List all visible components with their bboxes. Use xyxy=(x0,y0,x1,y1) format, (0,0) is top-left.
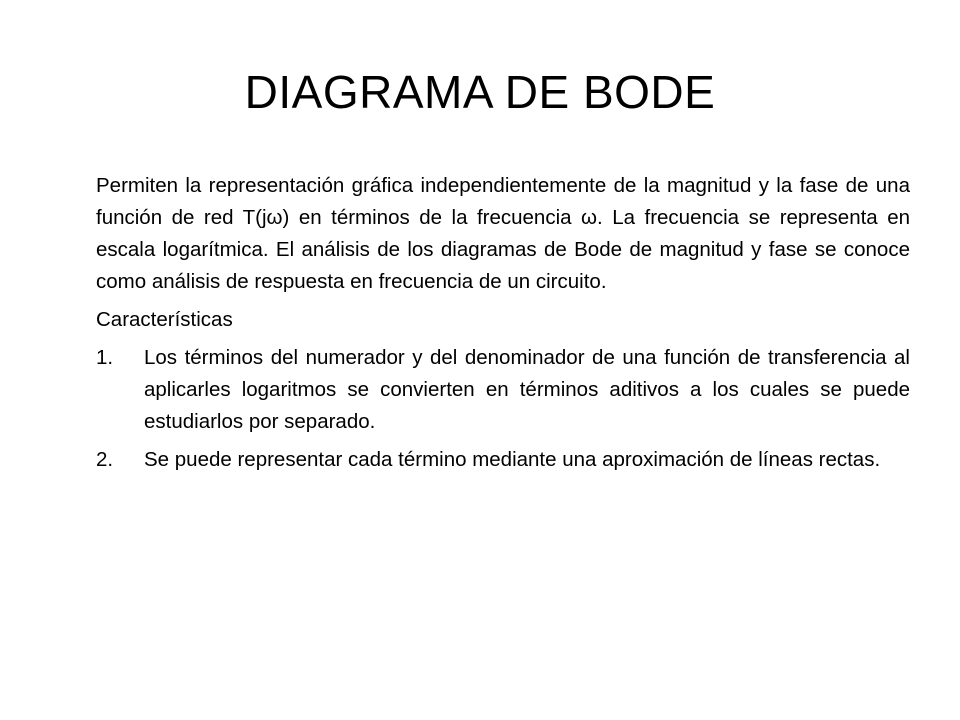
list-item-number: 1. xyxy=(96,346,114,369)
intro-paragraph: Permiten la representación gráfica independientemente de la magnitud y la fase de una función de red T(jω) en términos de la frecuencia ω. La frecuencia se representa en escala logarítmica. El análisis de los diagramas de Bode de magnitud y fase se conoce como análisis de respuesta en frecuencia de un circuito. xyxy=(96,174,910,293)
list-item xyxy=(96,444,910,476)
list-item-text: Los términos del numerador y del denominador de una función de transferencia al aplicarles logaritmos se convierten en términos aditivos a los cuales se puede estudiarlos por separado. xyxy=(144,346,910,433)
list-item-text: Se puede representar cada término mediante una aproximación de líneas rectas. xyxy=(144,448,881,471)
slide-title: DIAGRAMA DE BODE xyxy=(244,66,716,118)
list-item-number: 2. xyxy=(96,448,114,471)
characteristics-heading: Características xyxy=(96,308,233,331)
characteristics-list xyxy=(96,342,910,476)
list-item xyxy=(96,342,910,438)
slide-body xyxy=(96,170,910,482)
